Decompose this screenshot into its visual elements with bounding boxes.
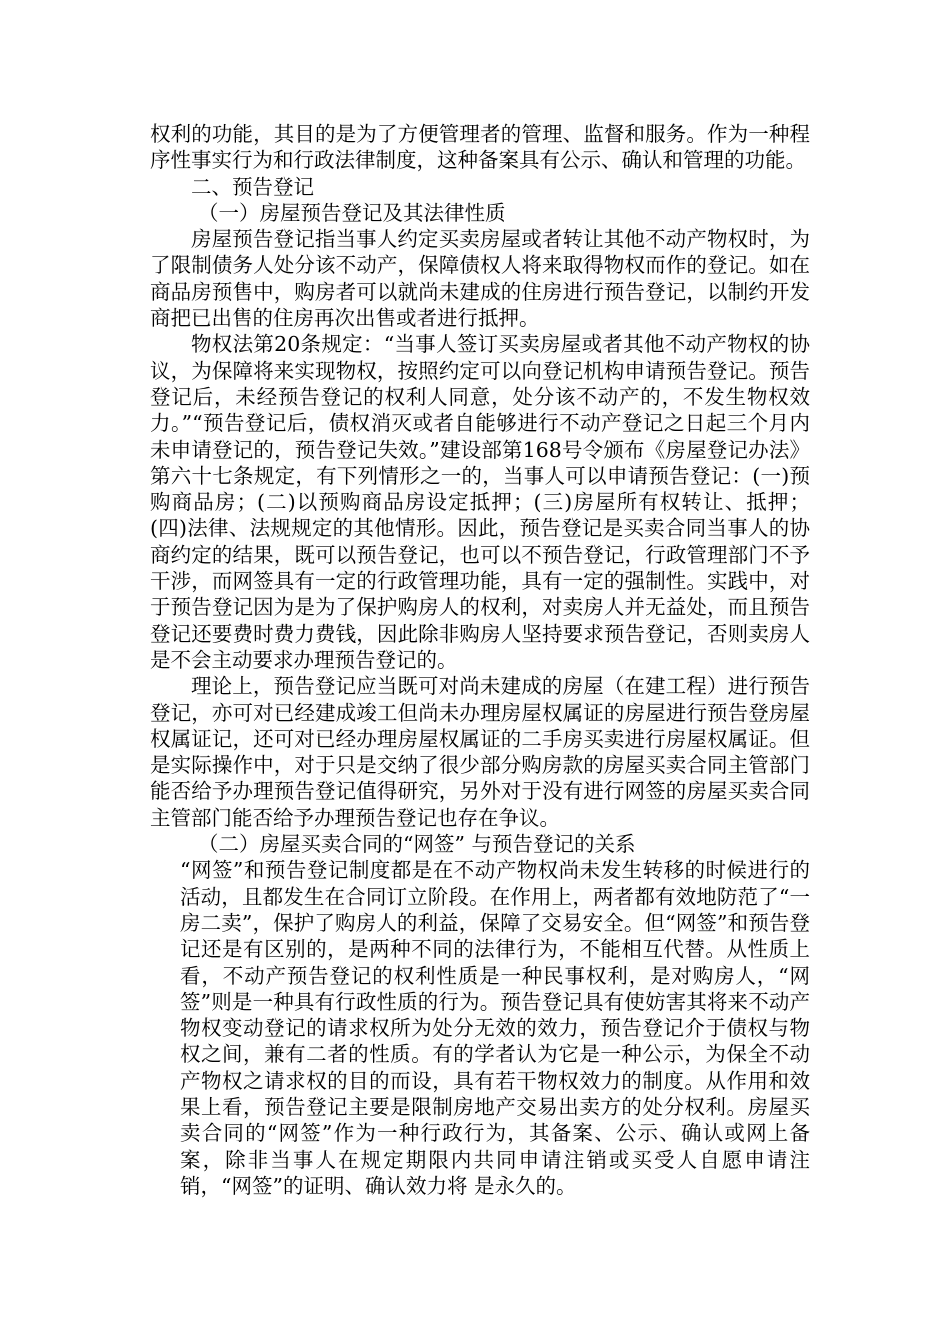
paragraph-definition: 房屋预告登记指当事人约定买卖房屋或者转让其他不动产物权时，为了限制债务人处分该不动产，保障债权人将来取得物权而作的登记。如在商品房预售中，购房者可以就尚未建成的住房进行预告登记，以制约开发商把已出售的住房再次出售或者进行抵押。 — [150, 227, 810, 331]
paragraph-theory: 理论上，预告登记应当既可对尚未建成的房屋（在建工程）进行预告登记，亦可对已经建成竣工但尚未办理房屋权属证的房屋进行预告登房屋权属证记，还可对已经办理房屋权属证的二手房买卖进行房屋权属证。但是实际操作中，对于只是交纳了很少部分购房款的房屋买卖合同主管部门能否给予办理预告登记值得研究，另外对于没有进行网签的房屋买卖合同主管部门能否给予办理预告登记也存在争议。 — [150, 674, 810, 830]
paragraph-property-law: 物权法第20条规定：“当事人签订买卖房屋或者其他不动产物权的协议，为保障将来实现物权，按照约定可以向登记机构申请预告登记。预告登记后，未经预告登记的权利人同意，处分该不动产的，不发生物权效力。”“预告登记后，债权消灭或者自能够进行不动产登记之日起三个月内未申请登记的，预告登记失效。”建设部第168号令颁布《房屋登记办法》第六十七条规定，有下列情形之一的，当事人可以申请预告登记：(一)预购商品房；(二)以预购商品房设定抵押；(三)房屋所有权转让、抵押；(四)法律、法规规定的其他情形。因此，预告登记是买卖合同当事人的协商约定的结果，既可以预告登记，也可以不预告登记，行政管理部门不予干涉，而网签具有一定的行政管理功能，具有一定的强制性。实践中，对于预告登记因为是为了保护购房人的权利，对卖房人并无益处，而且预告登记还要费时费力费钱，因此除非购房人坚持要求预告登记，否则卖房人是不会主动要求办理预告登记的。 — [150, 332, 810, 672]
subsection-heading-nature: （一）房屋预告登记及其法律性质 — [198, 200, 506, 225]
paragraph-continuation: 权利的功能，其目的是为了方便管理者的管理、监督和服务。作为一种程序性事实行为和行政法律制度，这种备案具有公示、确认和管理的功能。 — [150, 122, 810, 173]
document-page — [150, 121, 810, 1199]
subsection-heading-relationship: （二）房屋买卖合同的“网签” 与预告登记的关系 — [198, 832, 636, 857]
paragraph-comparison: “网签”和预告登记制度都是在不动产物权尚未发生转移的时候进行的活动，且都发生在合同订立阶段。在作用上，两者都有效地防范了“一房二卖”，保护了购房人的利益，保障了交易安全。但“网签”和预告登记还是有区别的，是两种不同的法律行为，不能相互代替。从性质上看，不动产预告登记的权利性质是一种民事权利，是对购房人，“网签”则是一种具有行政性质的行为。预告登记具有使妨害其将来不动产物权变动登记的请求权所为处分无效的效力，预告登记介于债权与物权之间，兼有二者的性质。有的学者认为它是一种公示，为保全不动产物权之请求权的目的而设，具有若干物权效力的制度。从作用和效果上看，预告登记主要是限制房地产交易出卖方的处分权利。房屋买卖合同的“网签”作为一种行政行为，其备案、公示、确认或网上备案，除非当事人在规定期限内共同申请注销或买受人自愿申请注销，“网签”的证明、确认效力将 是永久的。 — [180, 858, 810, 1198]
section-heading-preregistration: 二、预告登记 — [191, 174, 314, 199]
